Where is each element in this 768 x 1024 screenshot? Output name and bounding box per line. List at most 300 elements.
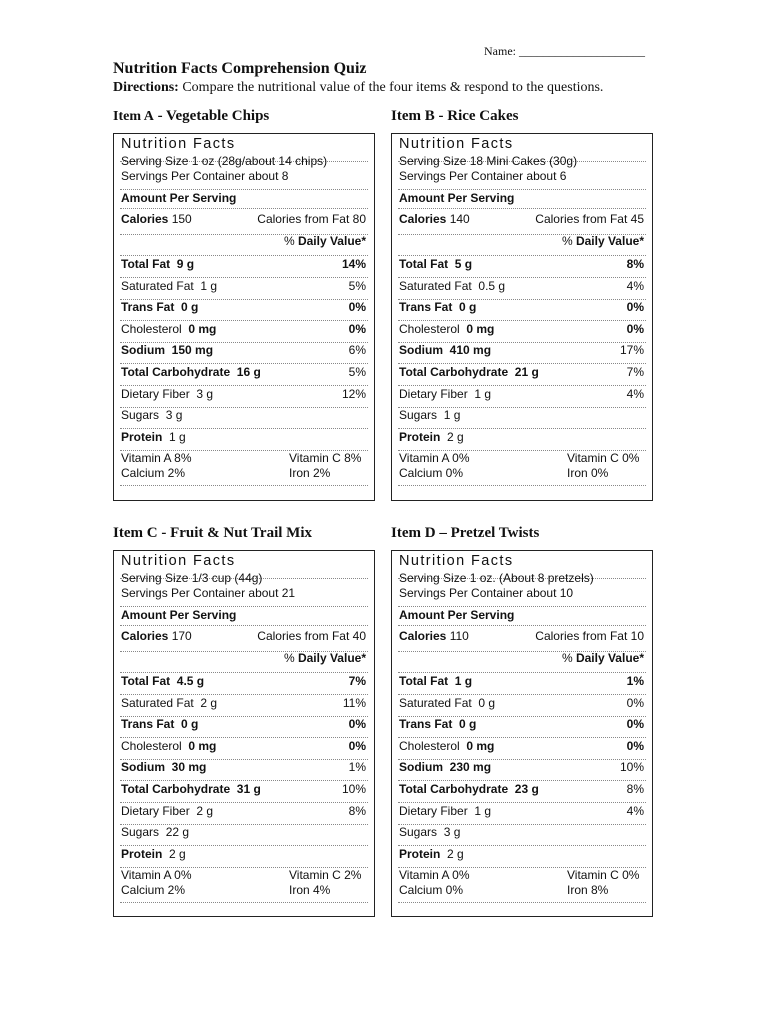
nutrition-facts-title: Nutrition Facts bbox=[121, 136, 236, 152]
cholesterol-row bbox=[121, 322, 366, 338]
item-d-prefix: Item D bbox=[391, 525, 436, 541]
calories-value: 110 bbox=[449, 629, 469, 643]
carb-row bbox=[399, 782, 644, 798]
nutrient-name bbox=[399, 322, 494, 336]
nutrient-name bbox=[121, 696, 217, 710]
nutrient-label: Sodium bbox=[399, 760, 443, 774]
nutrient-name bbox=[399, 300, 476, 314]
divider bbox=[398, 485, 646, 486]
divider bbox=[120, 363, 368, 364]
nutrient-amount: 410 mg bbox=[449, 343, 492, 357]
nutrient-amount: 0 g bbox=[181, 300, 199, 314]
vitamin-a: Vitamin A 0% bbox=[121, 868, 192, 882]
divider bbox=[120, 737, 368, 738]
nutrient-name bbox=[121, 387, 213, 401]
nutrient-amount: 1 g bbox=[474, 387, 492, 401]
nutrient-amount: 1 g bbox=[474, 804, 492, 818]
nutrient-label: Dietary Fiber bbox=[121, 387, 190, 401]
nutrient-daily-value: 0% bbox=[348, 300, 366, 314]
nutrient-amount: 9 g bbox=[176, 257, 195, 271]
carb-row bbox=[399, 365, 644, 381]
calories-value: 150 bbox=[171, 212, 192, 226]
vitamin-c: Vitamin C 2% bbox=[289, 868, 362, 882]
divider bbox=[120, 802, 368, 803]
total-fat-row bbox=[399, 257, 644, 273]
nutrient-label: Protein bbox=[399, 430, 441, 444]
nutrient-amount: 0 g bbox=[478, 696, 496, 710]
calories bbox=[399, 629, 469, 643]
nutrient-name bbox=[399, 257, 472, 271]
nutrient-name bbox=[121, 739, 216, 753]
daily-value-text: Daily Value* bbox=[297, 651, 366, 665]
nutrient-daily-value: 11% bbox=[342, 696, 366, 710]
nutrient-amount: 21 g bbox=[514, 365, 539, 379]
calories-label: Calories bbox=[399, 629, 447, 643]
nutrient-label: Total Fat bbox=[399, 257, 449, 271]
nutrient-label: Dietary Fiber bbox=[399, 387, 468, 401]
nutrient-amount: 30 mg bbox=[171, 760, 207, 774]
vitamins-row bbox=[121, 451, 366, 467]
nutrient-daily-value: 1% bbox=[626, 674, 644, 688]
nutrient-daily-value: 7% bbox=[626, 365, 644, 379]
percent-sign: % bbox=[561, 234, 576, 248]
nutrient-daily-value: 0% bbox=[626, 300, 644, 314]
item-b-name: - Rice Cakes bbox=[434, 108, 519, 124]
nutrient-daily-value: 0% bbox=[626, 739, 644, 753]
divider bbox=[398, 802, 646, 803]
daily-value-text: Daily Value* bbox=[575, 651, 644, 665]
total-fat-row bbox=[399, 674, 644, 690]
nutrient-name bbox=[121, 760, 206, 774]
nutrient-amount: 150 mg bbox=[171, 343, 214, 357]
divider bbox=[398, 363, 646, 364]
sat-fat-row bbox=[399, 279, 644, 295]
sugars-row bbox=[399, 408, 644, 424]
nutrient-amount: 1 g bbox=[443, 408, 461, 422]
vitamin-c: Vitamin C 0% bbox=[567, 451, 640, 465]
nutrient-daily-value: 10% bbox=[341, 782, 366, 796]
nutrient-name bbox=[121, 365, 261, 379]
item-c-heading bbox=[113, 525, 312, 542]
nutrient-name bbox=[399, 696, 495, 710]
calories bbox=[399, 212, 470, 226]
nutrient-name bbox=[399, 674, 472, 688]
nutrient-label: Saturated Fat bbox=[121, 279, 194, 293]
nutrient-amount: 2 g bbox=[200, 696, 218, 710]
nutrient-label: Cholesterol bbox=[121, 322, 182, 336]
item-b-prefix: Item B bbox=[391, 108, 435, 124]
calories-from-fat: Calories from Fat 10 bbox=[535, 629, 644, 643]
nutrient-amount: 5 g bbox=[454, 257, 473, 271]
divider bbox=[120, 625, 368, 626]
divider bbox=[120, 428, 368, 429]
nutrient-label: Sugars bbox=[399, 408, 438, 422]
nutrient-amount: 3 g bbox=[165, 408, 183, 422]
name-field[interactable]: Name: _____________________ bbox=[484, 44, 645, 58]
divider bbox=[398, 625, 646, 626]
sugars-row bbox=[121, 825, 366, 841]
calories-from-fat: Calories from Fat 45 bbox=[535, 212, 644, 226]
nutrient-label: Total Carbohydrate bbox=[399, 365, 509, 379]
nutrient-name bbox=[121, 717, 198, 731]
nutrition-facts-title: Nutrition Facts bbox=[399, 553, 514, 569]
trans-fat-row bbox=[121, 717, 366, 733]
nutrient-name bbox=[121, 408, 182, 422]
nutrient-label: Sodium bbox=[121, 760, 165, 774]
nutrition-label-d bbox=[391, 550, 653, 917]
minerals-row bbox=[399, 883, 644, 899]
nutrient-label: Cholesterol bbox=[399, 739, 460, 753]
nutrient-name bbox=[399, 847, 464, 861]
sodium-row bbox=[121, 343, 366, 359]
nutrient-amount: 1 g bbox=[454, 674, 473, 688]
sodium-row bbox=[399, 343, 644, 359]
daily-value-text: Daily Value* bbox=[297, 234, 366, 248]
calcium: Calcium 0% bbox=[399, 883, 464, 897]
nutrient-daily-value: 0% bbox=[348, 739, 366, 753]
nutrient-label: Saturated Fat bbox=[399, 696, 472, 710]
nutrient-label: Trans Fat bbox=[399, 300, 453, 314]
nutrient-label: Dietary Fiber bbox=[399, 804, 468, 818]
calories-row bbox=[121, 629, 366, 645]
minerals-row bbox=[399, 466, 644, 482]
nutrient-amount: 16 g bbox=[236, 365, 261, 379]
amount-per-serving: Amount Per Serving bbox=[399, 191, 515, 205]
carb-row bbox=[121, 365, 366, 381]
nutrient-daily-value: 0% bbox=[348, 717, 366, 731]
directions-text: Compare the nutritional value of the four items & respond to the questions. bbox=[178, 80, 604, 95]
nutrient-name bbox=[121, 782, 261, 796]
nutrient-name bbox=[121, 804, 213, 818]
protein-row bbox=[121, 430, 366, 446]
percent-sign: % bbox=[561, 651, 576, 665]
nutrient-name bbox=[399, 365, 539, 379]
protein-row bbox=[121, 847, 366, 863]
divider bbox=[120, 485, 368, 486]
item-a-prefix: Item A bbox=[113, 109, 154, 124]
divider bbox=[398, 320, 646, 321]
nutrient-daily-value: 17% bbox=[619, 343, 644, 357]
calories-row bbox=[399, 212, 644, 228]
nutrient-amount: 230 mg bbox=[449, 760, 492, 774]
daily-value-label bbox=[562, 651, 644, 665]
item-d-name: – Pretzel Twists bbox=[435, 525, 540, 541]
nutrition-facts-title: Nutrition Facts bbox=[121, 553, 236, 569]
calories-row bbox=[399, 629, 644, 645]
trans-fat-row bbox=[399, 300, 644, 316]
cholesterol-row bbox=[399, 739, 644, 755]
page-title: Nutrition Facts Comprehension Quiz bbox=[113, 60, 367, 77]
servings-per-container: Servings Per Container about 21 bbox=[121, 586, 296, 600]
nutrient-label: Sodium bbox=[399, 343, 443, 357]
nutrient-name bbox=[399, 717, 476, 731]
calories-value: 140 bbox=[449, 212, 470, 226]
percent-sign: % bbox=[283, 234, 298, 248]
nutrient-name bbox=[121, 257, 194, 271]
nutrient-daily-value: 0% bbox=[626, 322, 644, 336]
protein-row bbox=[399, 847, 644, 863]
nutrient-daily-value: 0% bbox=[348, 322, 366, 336]
nutrient-label: Sugars bbox=[121, 825, 160, 839]
nutrient-amount: 2 g bbox=[196, 804, 214, 818]
nutrient-label: Sugars bbox=[399, 825, 438, 839]
nutrient-daily-value: 4% bbox=[626, 279, 644, 293]
item-a-name: - Vegetable Chips bbox=[153, 108, 270, 124]
item-c-prefix: Item C bbox=[113, 525, 158, 541]
nutrient-name bbox=[121, 300, 198, 314]
nutrient-label: Total Carbohydrate bbox=[121, 365, 231, 379]
nutrient-daily-value: 8% bbox=[626, 257, 644, 271]
serving-size: Serving Size 18 Mini Cakes (30g) bbox=[399, 154, 578, 168]
nutrient-daily-value: 1% bbox=[348, 760, 366, 774]
nutrient-daily-value: 14% bbox=[341, 257, 366, 271]
nutrient-label: Cholesterol bbox=[121, 739, 182, 753]
directions bbox=[113, 80, 603, 96]
nutrient-name bbox=[399, 343, 491, 357]
fiber-row bbox=[399, 804, 644, 820]
divider bbox=[398, 428, 646, 429]
fiber-row bbox=[399, 387, 644, 403]
amount-per-serving: Amount Per Serving bbox=[399, 608, 515, 622]
nutrient-label: Total Fat bbox=[121, 257, 171, 271]
servings-per-container: Servings Per Container about 8 bbox=[121, 169, 289, 183]
nutrient-name bbox=[121, 674, 204, 688]
nutrition-label-a bbox=[113, 133, 375, 501]
daily-value-header bbox=[399, 234, 644, 250]
nutrient-amount: 22 g bbox=[165, 825, 190, 839]
directions-label: Directions: bbox=[113, 80, 179, 95]
calories bbox=[121, 212, 192, 226]
divider bbox=[120, 845, 368, 846]
nutrient-label: Total Fat bbox=[399, 674, 449, 688]
nutrient-name bbox=[121, 430, 186, 444]
iron: Iron 2% bbox=[289, 466, 331, 480]
nutrition-facts-title: Nutrition Facts bbox=[399, 136, 514, 152]
divider bbox=[120, 255, 368, 256]
calories-value: 170 bbox=[171, 629, 192, 643]
total-fat-row bbox=[121, 674, 366, 690]
nutrient-name bbox=[121, 825, 189, 839]
trans-fat-row bbox=[399, 717, 644, 733]
amount-per-serving: Amount Per Serving bbox=[121, 191, 237, 205]
divider bbox=[398, 606, 646, 607]
nutrient-label: Saturated Fat bbox=[121, 696, 194, 710]
nutrient-amount: 0.5 g bbox=[478, 279, 506, 293]
nutrient-label: Sugars bbox=[121, 408, 160, 422]
trans-fat-row bbox=[121, 300, 366, 316]
nutrient-daily-value: 12% bbox=[341, 387, 366, 401]
amount-per-serving: Amount Per Serving bbox=[121, 608, 237, 622]
calcium: Calcium 0% bbox=[399, 466, 464, 480]
divider bbox=[120, 189, 368, 190]
item-b-heading bbox=[391, 108, 518, 125]
nutrient-amount: 2 g bbox=[447, 430, 464, 444]
nutrient-label: Total Carbohydrate bbox=[399, 782, 509, 796]
sat-fat-row bbox=[399, 696, 644, 712]
nutrient-label: Total Carbohydrate bbox=[121, 782, 231, 796]
nutrient-label: Saturated Fat bbox=[399, 279, 472, 293]
divider bbox=[120, 672, 368, 673]
nutrient-daily-value: 5% bbox=[348, 279, 366, 293]
nutrient-amount: 0 g bbox=[181, 717, 199, 731]
sugars-row bbox=[399, 825, 644, 841]
vitamin-a: Vitamin A 8% bbox=[121, 451, 192, 465]
divider bbox=[398, 902, 646, 903]
servings-per-container: Servings Per Container about 6 bbox=[399, 169, 567, 183]
vitamin-a: Vitamin A 0% bbox=[399, 451, 470, 465]
divider bbox=[398, 208, 646, 209]
nutrient-name bbox=[121, 279, 217, 293]
nutrient-daily-value: 8% bbox=[626, 782, 644, 796]
calories-from-fat: Calories from Fat 80 bbox=[257, 212, 366, 226]
carb-row bbox=[121, 782, 366, 798]
daily-value-header bbox=[121, 234, 366, 250]
daily-value-label bbox=[284, 651, 366, 665]
nutrient-label: Trans Fat bbox=[121, 300, 175, 314]
nutrient-amount: 0 g bbox=[459, 300, 477, 314]
divider bbox=[120, 320, 368, 321]
divider bbox=[120, 277, 368, 278]
sat-fat-row bbox=[121, 279, 366, 295]
daily-value-label bbox=[562, 234, 644, 248]
sugars-row bbox=[121, 408, 366, 424]
calories-label: Calories bbox=[121, 629, 169, 643]
divider bbox=[398, 277, 646, 278]
nutrient-label: Dietary Fiber bbox=[121, 804, 190, 818]
item-d-heading bbox=[391, 525, 539, 542]
vitamins-row bbox=[121, 868, 366, 884]
vitamin-c: Vitamin C 0% bbox=[567, 868, 640, 882]
nutrient-daily-value: 6% bbox=[348, 343, 366, 357]
iron: Iron 0% bbox=[567, 466, 609, 480]
divider bbox=[398, 255, 646, 256]
nutrient-name bbox=[121, 847, 186, 861]
divider bbox=[398, 737, 646, 738]
calories-from-fat: Calories from Fat 40 bbox=[257, 629, 366, 643]
nutrient-amount: 1 g bbox=[200, 279, 218, 293]
nutrient-label: Trans Fat bbox=[399, 717, 453, 731]
divider bbox=[398, 780, 646, 781]
calories-label: Calories bbox=[121, 212, 169, 226]
nutrient-daily-value: 5% bbox=[348, 365, 366, 379]
divider bbox=[398, 385, 646, 386]
nutrient-daily-value: 4% bbox=[626, 387, 644, 401]
nutrient-amount: 0 mg bbox=[466, 322, 495, 336]
daily-value-label bbox=[284, 234, 366, 248]
nutrient-amount: 4.5 g bbox=[176, 674, 205, 688]
protein-row bbox=[399, 430, 644, 446]
vitamin-c: Vitamin C 8% bbox=[289, 451, 362, 465]
divider bbox=[398, 672, 646, 673]
sat-fat-row bbox=[121, 696, 366, 712]
nutrient-name bbox=[121, 343, 213, 357]
sodium-row bbox=[121, 760, 366, 776]
nutrient-amount: 0 mg bbox=[188, 739, 217, 753]
total-fat-row bbox=[121, 257, 366, 273]
servings-per-container: Servings Per Container about 10 bbox=[399, 586, 574, 600]
vitamin-a: Vitamin A 0% bbox=[399, 868, 470, 882]
divider bbox=[398, 189, 646, 190]
iron: Iron 4% bbox=[289, 883, 331, 897]
nutrient-amount: 23 g bbox=[514, 782, 539, 796]
nutrient-amount: 3 g bbox=[443, 825, 461, 839]
cholesterol-row bbox=[121, 739, 366, 755]
nutrient-label: Protein bbox=[121, 847, 163, 861]
nutrient-amount: 0 g bbox=[459, 717, 477, 731]
item-c-name: - Fruit & Nut Trail Mix bbox=[157, 525, 313, 541]
iron: Iron 8% bbox=[567, 883, 609, 897]
daily-value-text: Daily Value* bbox=[575, 234, 644, 248]
serving-size: Serving Size 1/3 cup (44g) bbox=[121, 571, 263, 585]
nutrient-name bbox=[399, 782, 539, 796]
nutrient-label: Protein bbox=[121, 430, 163, 444]
nutrient-name bbox=[399, 825, 460, 839]
nutrient-daily-value: 4% bbox=[626, 804, 644, 818]
nutrition-label-b bbox=[391, 133, 653, 501]
daily-value-header bbox=[121, 651, 366, 667]
nutrient-name bbox=[399, 408, 460, 422]
vitamins-row bbox=[399, 868, 644, 884]
nutrient-daily-value: 8% bbox=[348, 804, 366, 818]
nutrient-daily-value: 10% bbox=[619, 760, 644, 774]
nutrient-amount: 1 g bbox=[169, 430, 186, 444]
nutrient-name bbox=[399, 739, 494, 753]
nutrient-label: Protein bbox=[399, 847, 441, 861]
daily-value-header bbox=[399, 651, 644, 667]
nutrient-name bbox=[121, 322, 216, 336]
divider bbox=[120, 208, 368, 209]
calories bbox=[121, 629, 192, 643]
fiber-row bbox=[121, 804, 366, 820]
nutrient-name bbox=[399, 430, 464, 444]
serving-size: Serving Size 1 oz (28g/about 14 chips) bbox=[121, 154, 328, 168]
nutrient-amount: 2 g bbox=[169, 847, 186, 861]
nutrient-label: Sodium bbox=[121, 343, 165, 357]
nutrient-amount: 2 g bbox=[447, 847, 464, 861]
divider bbox=[120, 694, 368, 695]
nutrient-amount: 3 g bbox=[196, 387, 214, 401]
vitamins-row bbox=[399, 451, 644, 467]
cholesterol-row bbox=[399, 322, 644, 338]
nutrient-label: Trans Fat bbox=[121, 717, 175, 731]
calcium: Calcium 2% bbox=[121, 883, 186, 897]
calories-label: Calories bbox=[399, 212, 447, 226]
nutrient-name bbox=[399, 760, 491, 774]
nutrient-label: Cholesterol bbox=[399, 322, 460, 336]
calcium: Calcium 2% bbox=[121, 466, 186, 480]
nutrient-name bbox=[399, 387, 491, 401]
divider bbox=[120, 902, 368, 903]
nutrient-name bbox=[399, 804, 491, 818]
item-a-heading bbox=[113, 108, 269, 125]
divider bbox=[120, 606, 368, 607]
nutrient-amount: 0 mg bbox=[466, 739, 495, 753]
minerals-row bbox=[121, 466, 366, 482]
divider bbox=[398, 845, 646, 846]
fiber-row bbox=[121, 387, 366, 403]
divider bbox=[120, 385, 368, 386]
nutrient-daily-value: 7% bbox=[348, 674, 366, 688]
nutrient-label: Total Fat bbox=[121, 674, 171, 688]
serving-size: Serving Size 1 oz. (About 8 pretzels) bbox=[399, 571, 594, 585]
nutrient-name bbox=[399, 279, 505, 293]
divider bbox=[398, 694, 646, 695]
divider bbox=[120, 780, 368, 781]
sodium-row bbox=[399, 760, 644, 776]
percent-sign: % bbox=[283, 651, 298, 665]
minerals-row bbox=[121, 883, 366, 899]
nutrient-daily-value: 0% bbox=[626, 717, 644, 731]
